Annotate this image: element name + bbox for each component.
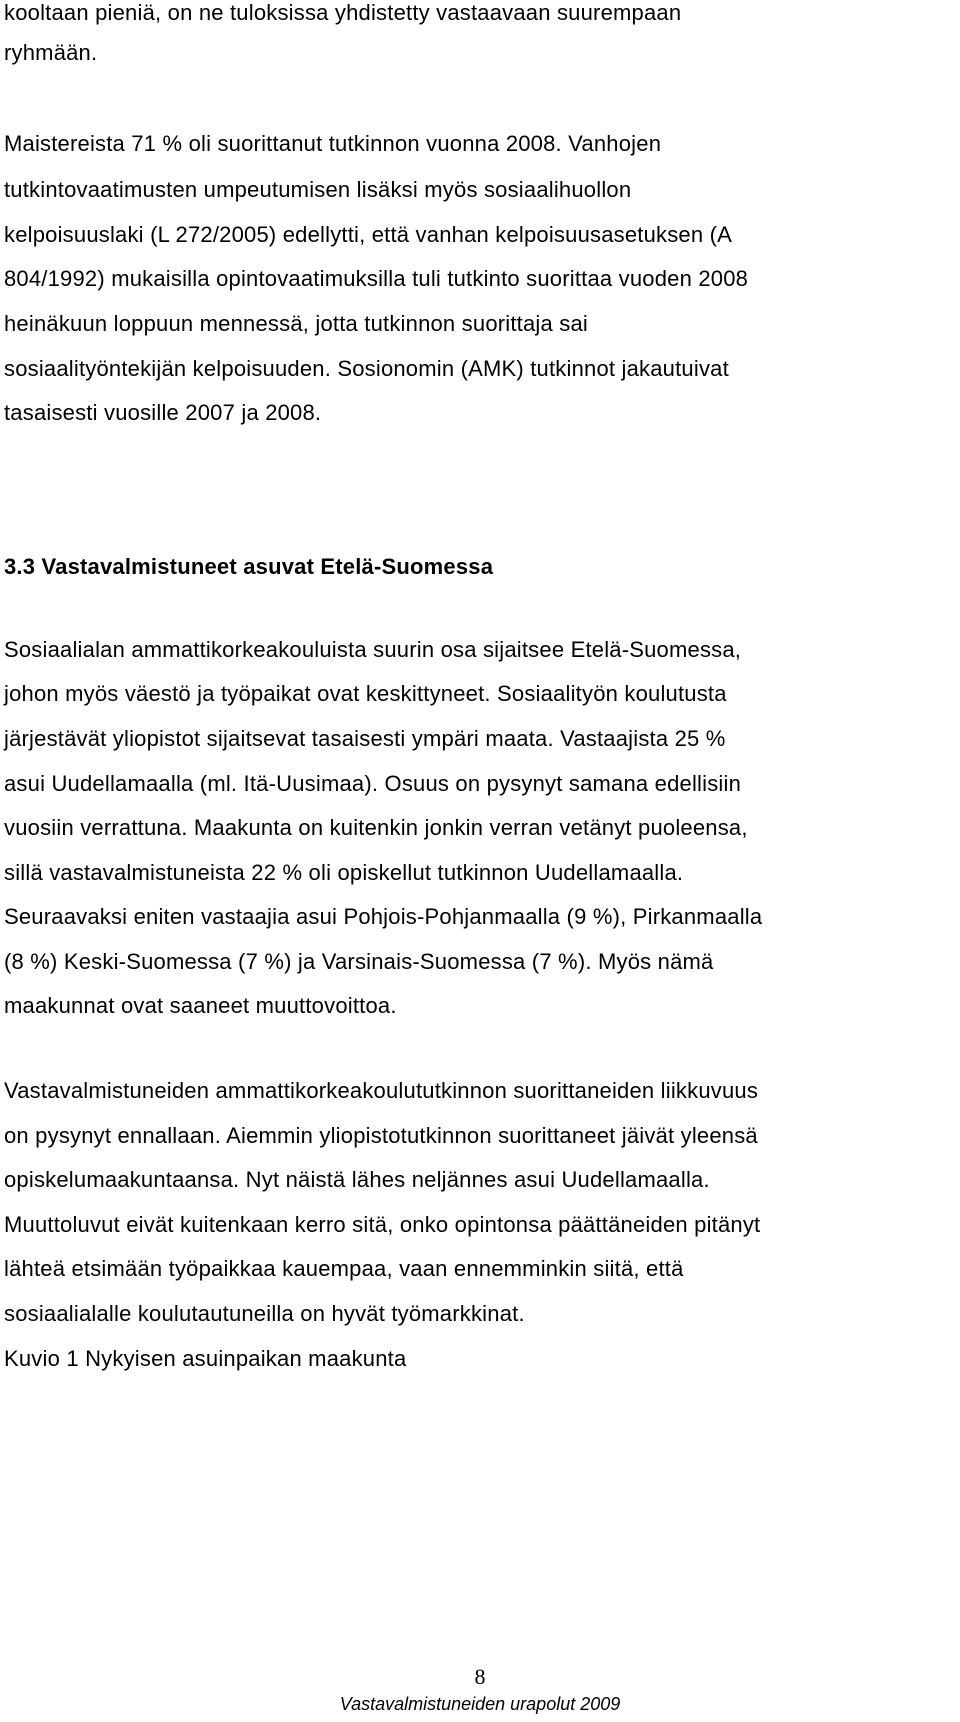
paragraph-1-line-1: kooltaan pieniä, on ne tuloksissa yhdistetty vastaavaan suurempaan: [4, 0, 682, 25]
paragraph-2-line-2: tutkintovaatimusten umpeutumisen lisäksi myös sosiaalihuollon: [4, 177, 632, 202]
paragraph-3-line-2: johon myös väestö ja työpaikat ovat keskittyneet. Sosiaalityön koulutusta: [4, 681, 727, 706]
paragraph-2-line-4: 804/1992) mukaisilla opintovaatimuksilla tuli tutkinto suorittaa vuoden 2008: [4, 266, 749, 291]
paragraph-3-line-8: (8 %) Keski-Suomessa (7 %) ja Varsinais-Suomessa (7 %). Myös nämä: [4, 949, 714, 974]
paragraph-3-line-9: maakunnat ovat saaneet muuttovoittoa.: [4, 993, 397, 1018]
paragraph-3-line-1: Sosiaalialan ammattikorkeakouluista suurin osa sijaitsee Etelä-Suomessa,: [4, 637, 742, 662]
paragraph-3-line-3: järjestävät yliopistot sijaitsevat tasaisesti ympäri maata. Vastaajista 25 %: [4, 726, 726, 751]
paragraph-2-line-1: Maistereista 71 % oli suorittanut tutkinnon vuonna 2008. Vanhojen: [4, 131, 662, 156]
paragraph-2-line-7: tasaisesti vuosille 2007 ja 2008.: [4, 400, 322, 425]
paragraph-3-line-6: sillä vastavalmistuneista 22 % oli opiskellut tutkinnon Uudellamaalla.: [4, 860, 684, 885]
paragraph-3-line-4: asui Uudellamaalla (ml. Itä-Uusimaa). Osuus on pysynyt samana edellisiin: [4, 771, 742, 796]
section-heading: 3.3 Vastavalmistuneet asuvat Etelä-Suomessa: [4, 554, 494, 579]
paragraph-4-line-3: opiskelumaakuntaansa. Nyt näistä lähes neljännes asui Uudellamaalla.: [4, 1167, 710, 1192]
paragraph-3-line-5: vuosiin verrattuna. Maakunta on kuitenkin jonkin verran vetänyt puoleensa,: [4, 815, 748, 840]
page-number: 8: [474, 1664, 486, 1689]
paragraph-2-line-3: kelpoisuuslaki (L 272/2005) edellytti, että vanhan kelpoisuusasetuksen (A: [4, 222, 732, 247]
paragraph-4-line-2: on pysynyt ennallaan. Aiemmin yliopistotutkinnon suorittaneet jäivät yleensä: [4, 1123, 758, 1148]
paragraph-1-line-2: ryhmään.: [4, 40, 98, 65]
page-footer: Vastavalmistuneiden urapolut 2009: [339, 1694, 621, 1714]
figure-caption: Kuvio 1 Nykyisen asuinpaikan maakunta: [4, 1346, 407, 1371]
paragraph-2-line-5: heinäkuun loppuun mennessä, jotta tutkinnon suorittaja sai: [4, 311, 588, 336]
paragraph-4-line-4: Muuttoluvut eivät kuitenkaan kerro sitä, onko opintonsa päättäneiden pitänyt: [4, 1212, 761, 1237]
paragraph-2-line-6: sosiaalityöntekijän kelpoisuuden. Sosionomin (AMK) tutkinnot jakautuivat: [4, 356, 729, 381]
paragraph-4-line-5: lähteä etsimään työpaikkaa kauempaa, vaan ennemminkin siitä, että: [4, 1256, 684, 1281]
paragraph-4-line-6: sosiaalialalle koulutautuneilla on hyvät työmarkkinat.: [4, 1301, 525, 1326]
paragraph-4-line-1: Vastavalmistuneiden ammattikorkeakoulututkinnon suorittaneiden liikkuvuus: [4, 1078, 759, 1103]
paragraph-3-line-7: Seuraavaksi eniten vastaajia asui Pohjois-Pohjanmaalla (9 %), Pirkanmaalla: [4, 904, 763, 929]
